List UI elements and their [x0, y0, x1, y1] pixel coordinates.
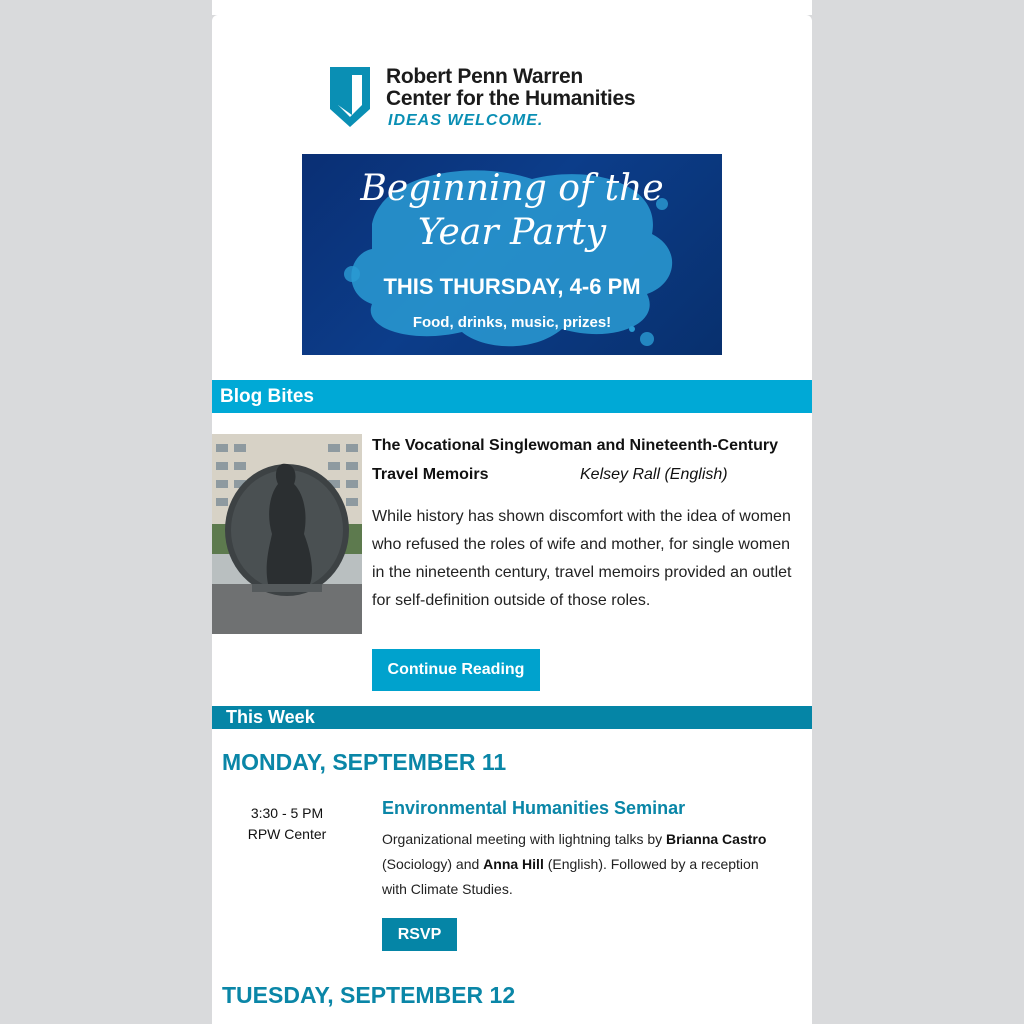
statue-image — [212, 434, 362, 634]
banner-title-line-2: Year Party — [417, 212, 607, 253]
blog-section-header — [212, 380, 812, 413]
continue-reading-button[interactable]: Continue Reading — [372, 649, 540, 691]
event-location: RPW Center — [247, 826, 327, 842]
event-desc-part-2: (Sociology) and — [382, 856, 484, 872]
event-time: 3:30 - 5 PM — [250, 805, 324, 821]
shield-logo-icon — [330, 67, 370, 127]
week-section-header — [212, 706, 812, 729]
email-top-strip — [212, 0, 812, 15]
logo-line-1: Robert Penn Warren — [386, 65, 583, 88]
blog-post-title[interactable]: The Vocational Singlewoman and Nineteenth-Century Travel Memoirs — [372, 437, 778, 483]
day-heading-monday: MONDAY, SEPTEMBER 11 — [222, 749, 507, 775]
event-time-location — [212, 803, 362, 845]
event-desc-part-1: Organizational meeting with lightning talks by — [382, 831, 667, 847]
blog-post-excerpt: While history has shown discomfort with the idea of women who refused the roles of wife and mother, for single women in the nineteenth century, travel memoirs provided an outlet for self-definition outside of those roles. — [372, 508, 792, 609]
blog-section-title: Blog Bites — [220, 386, 314, 407]
blog-post-image[interactable] — [212, 434, 362, 634]
event-person-1: Brianna Castro — [666, 831, 767, 847]
party-banner[interactable] — [302, 154, 722, 355]
banner-title-line-1: Beginning of the — [360, 168, 664, 209]
event-description — [382, 827, 782, 902]
event-person-2: Anna Hill — [483, 856, 544, 872]
day-heading-tuesday: TUESDAY, SEPTEMBER 12 — [222, 982, 516, 1008]
blog-post-author: Kelsey Rall (English) — [580, 466, 728, 483]
logo-line-2: Center for the Humanities — [386, 87, 636, 110]
banner-date: THIS THURSDAY, 4-6 PM — [383, 274, 641, 299]
rpw-logo[interactable] — [330, 67, 700, 135]
email-card — [212, 15, 812, 1024]
week-section-title: This Week — [226, 707, 315, 727]
logo-tagline: IDEAS WELCOME. — [388, 112, 544, 129]
banner-subtitle: Food, drinks, music, prizes! — [412, 314, 612, 331]
event-desc-part-3: (English). Followed by a reception with Climate Studies. — [382, 856, 759, 897]
event-title[interactable]: Environmental Humanities Seminar — [382, 798, 686, 818]
rsvp-button[interactable]: RSVP — [382, 918, 457, 951]
